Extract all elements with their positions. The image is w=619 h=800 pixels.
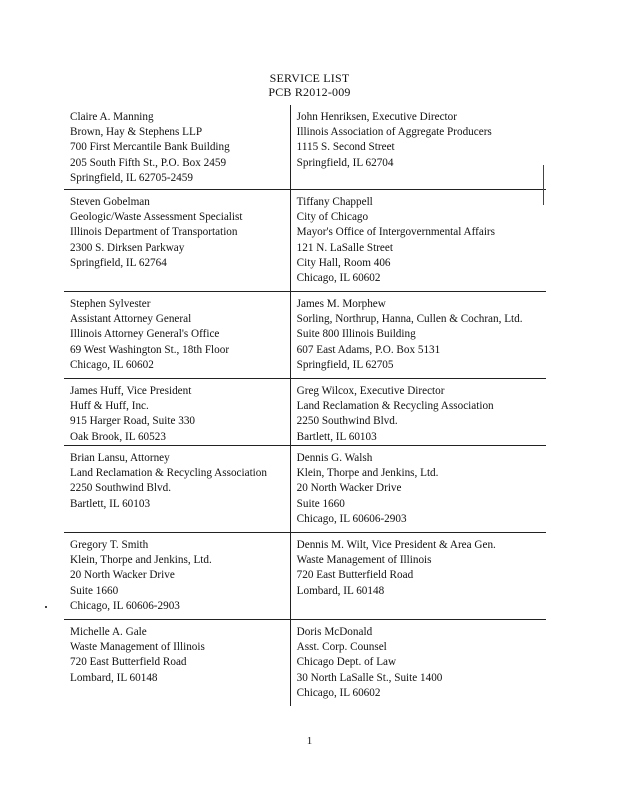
contact-line: 20 North Wacker Drive [70, 569, 175, 582]
contact-cell-right [290, 620, 546, 706]
page-number: 1 [306, 735, 313, 747]
contact-line: Klein, Thorpe and Jenkins, Ltd. [70, 554, 212, 567]
contact-cell-left [64, 446, 290, 532]
contact-cell-left [64, 190, 290, 291]
contact-name: Steven Gobelman [70, 196, 150, 208]
contact-line: Suite 1660 [296, 497, 345, 510]
contact-cell-right [290, 190, 546, 291]
contact-name: James M. Morphew [296, 298, 386, 310]
service-list-row [64, 379, 546, 446]
contact-line: Chicago, IL 60606-2903 [296, 512, 407, 525]
service-list-row [64, 190, 546, 292]
contact-line: Springfield, IL 62705-2459 [70, 171, 193, 184]
contact-cell-left [64, 379, 290, 445]
service-list-row [64, 533, 546, 620]
contact-name: Dennis G. Walsh [296, 452, 373, 464]
scan-margin-mark [45, 606, 47, 608]
contact-name: Greg Wilcox, Executive Director [296, 385, 445, 397]
contact-line: Land Reclamation & Recycling Association [70, 467, 267, 480]
contact-line: Springfield, IL 62704 [296, 156, 394, 169]
docket-number: PCB R2012-009 [268, 85, 351, 99]
service-list-row [64, 292, 546, 379]
contact-line: Springfield, IL 62764 [70, 256, 167, 269]
contact-line: 915 Harger Road, Suite 330 [70, 415, 196, 428]
service-list-row [64, 105, 546, 190]
contact-line: Chicago, IL 60606-2903 [70, 599, 180, 612]
contact-name: John Henriksen, Executive Director [296, 111, 457, 123]
contact-name: Brian Lansu, Attorney [70, 452, 170, 464]
contact-name: Dennis M. Wilt, Vice President & Area Gen. [296, 539, 496, 551]
contact-cell-right [290, 379, 546, 445]
contact-line: Illinois Department of Transportation [70, 226, 238, 239]
contact-line: 720 East Butterfield Road [70, 656, 187, 669]
contact-line: Bartlett, IL 60103 [70, 497, 151, 510]
contact-cell-right [290, 292, 546, 378]
contact-line: 720 East Butterfield Road [296, 569, 414, 582]
contact-line: Suite 800 Illinois Building [296, 328, 416, 341]
contact-line: Illinois Association of Aggregate Producers [296, 126, 492, 139]
contact-line: Waste Management of Illinois [70, 641, 205, 654]
contact-line: Land Reclamation & Recycling Association [296, 400, 494, 413]
contact-name: Stephen Sylvester [70, 298, 151, 310]
contact-line: Oak Brook, IL 60523 [70, 430, 166, 443]
contact-line: 30 North LaSalle St., Suite 1400 [296, 671, 443, 684]
contact-cell-right [290, 105, 546, 189]
contact-cell-left [64, 533, 290, 619]
service-list-row [64, 446, 546, 533]
contact-line: Lombard, IL 60148 [70, 671, 158, 684]
contact-line: Chicago, IL 60602 [296, 686, 381, 699]
contact-line: Bartlett, IL 60103 [296, 430, 377, 443]
contact-line: Chicago, IL 60602 [70, 358, 154, 371]
contact-line: Klein, Thorpe and Jenkins, Ltd. [296, 467, 439, 480]
scan-margin-mark [543, 165, 544, 205]
contact-line: Geologic/Waste Assessment Specialist [70, 211, 243, 224]
contact-line: City of Chicago [296, 211, 369, 224]
document-title: SERVICE LIST [269, 71, 350, 85]
contact-name: Gregory T. Smith [70, 539, 149, 551]
contact-line: Waste Management of Illinois [296, 554, 432, 567]
contact-line: 121 N. LaSalle Street [296, 241, 393, 254]
contact-name: Michelle A. Gale [70, 626, 147, 638]
contact-cell-left [64, 620, 290, 706]
contact-line: Huff & Huff, Inc. [70, 400, 149, 413]
contact-line: Sorling, Northrup, Hanna, Cullen & Cochran, Ltd. [296, 313, 523, 326]
contact-line: Brown, Hay & Stephens LLP [70, 126, 203, 139]
service-list-row [64, 620, 546, 706]
contact-cell-right [290, 533, 546, 619]
contact-line: Chicago, IL 60602 [296, 272, 381, 285]
contact-line: City Hall, Room 406 [296, 256, 391, 269]
contact-line: Assistant Attorney General [70, 313, 192, 326]
contact-line: 2300 S. Dirksen Parkway [70, 241, 185, 254]
contact-line: Asst. Corp. Counsel [296, 641, 387, 654]
contact-line: Illinois Attorney General's Office [70, 328, 220, 341]
contact-name: James Huff, Vice President [70, 385, 192, 397]
contact-line: 69 West Washington St., 18th Floor [70, 343, 230, 356]
contact-line: 607 East Adams, P.O. Box 5131 [296, 343, 441, 356]
contact-line: 700 First Mercantile Bank Building [70, 141, 230, 154]
contact-name: Tiffany Chappell [296, 196, 373, 208]
contact-line: Lombard, IL 60148 [296, 584, 385, 597]
contact-line: 1115 S. Second Street [296, 141, 395, 154]
contact-name: Claire A. Manning [70, 111, 154, 123]
service-list-table [64, 105, 546, 706]
contact-line: Mayor's Office of Intergovernmental Affairs [296, 226, 496, 239]
contact-line: Suite 1660 [70, 584, 119, 597]
contact-line: 2250 Southwind Blvd. [296, 415, 398, 428]
contact-cell-left [64, 292, 290, 378]
contact-name: Doris McDonald [296, 626, 373, 638]
contact-line: Chicago Dept. of Law [296, 656, 397, 669]
contact-line: 20 North Wacker Drive [296, 482, 402, 495]
contact-line: Springfield, IL 62705 [296, 358, 394, 371]
contact-cell-left [64, 105, 290, 189]
contact-line: 2250 Southwind Blvd. [70, 482, 172, 495]
contact-line: 205 South Fifth St., P.O. Box 2459 [70, 156, 227, 169]
contact-cell-right [290, 446, 546, 532]
